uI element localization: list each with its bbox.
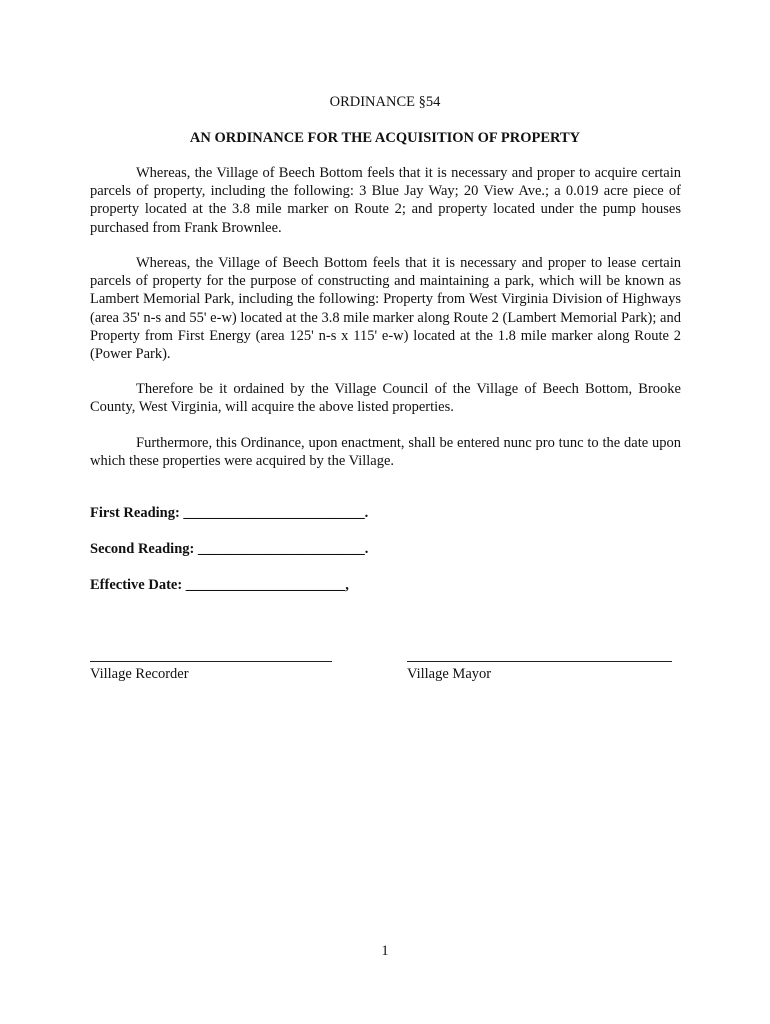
recorder-signature-label: Village Recorder: [90, 666, 189, 682]
ordinance-title: AN ORDINANCE FOR THE ACQUISITION OF PROPERTY: [189, 130, 581, 146]
paragraph-lease: Whereas, the Village of Beech Bottom feels that it is necessary and proper to lease certain parcels of property for the purpose of constructing and maintaining a park, which will be known as Lambert Memorial Park, including the following: Property from West Virginia Division of Highways (area 35' n-s and 55' e-w) located at the 3.8 mile marker along Route 2 (Lambert Memorial Park); and Property from First Energy (area 125' n-s x 115' e-w) located at the 1.8 mile marker along Route 2 (Power Park).: [90, 255, 681, 363]
first-reading-field: First Reading: _________________________.: [90, 505, 369, 521]
paragraph-nunc-pro-tunc: Furthermore, this Ordinance, upon enactment, shall be entered nunc pro tunc to the date upon which these properties were acquired by the Village.: [90, 435, 681, 470]
recorder-signature-line: [90, 661, 332, 662]
page-number: 1: [381, 943, 389, 959]
effective-date-field: Effective Date: ______________________,: [90, 577, 349, 593]
second-reading-field: Second Reading: _______________________.: [90, 541, 369, 557]
ordinance-number: ORDINANCE §54: [329, 94, 441, 110]
paragraph-acquire: Whereas, the Village of Beech Bottom feels that it is necessary and proper to acquire certain parcels of property, including the following: 3 Blue Jay Way; 20 View Ave.; a 0.019 acre piece of property located at the 3.8 mile marker on Route 2; and property located under the pump houses purchased from Frank Brownlee.: [90, 165, 681, 236]
mayor-signature-label: Village Mayor: [407, 666, 492, 682]
paragraph-ordained: Therefore be it ordained by the Village Council of the Village of Beech Bottom, Brooke County, West Virginia, will acquire the above listed properties.: [90, 381, 681, 416]
mayor-signature-line: [407, 661, 672, 662]
